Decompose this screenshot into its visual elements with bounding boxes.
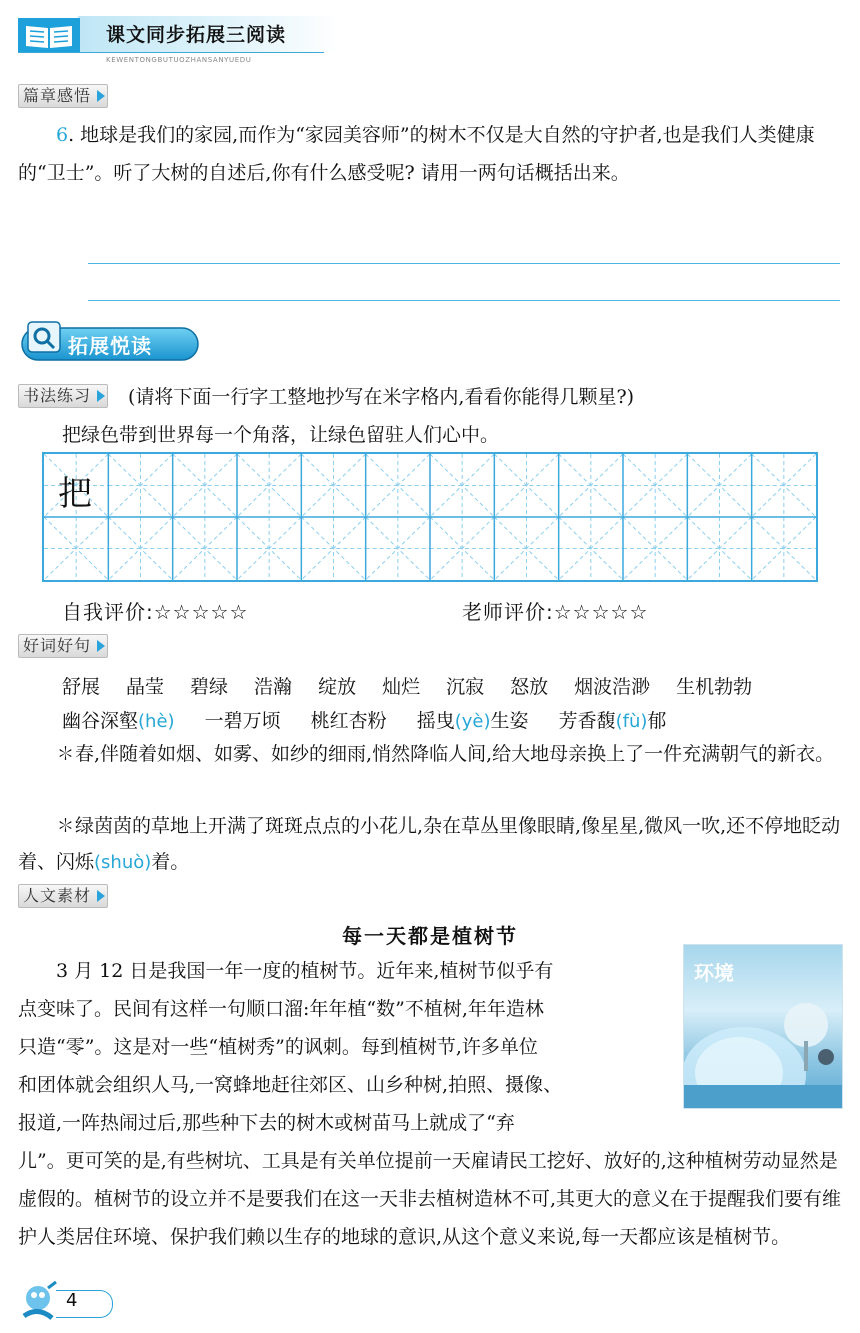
page-header [18,16,324,64]
self-eval-label: 自我评价: [62,600,154,624]
question-6 [18,116,842,192]
pinyin: (yè) [454,711,491,732]
teacher-eval-stars[interactable]: ☆☆☆☆☆ [553,600,649,624]
grid-first-char: 把 [58,474,92,514]
sentence-2-text: ✽绿茵茵的草地上开满了斑斑点点的小花儿,杂在草丛里像眼睛,像星星,微风一吹,还不停地眨动着、闪烁 [18,815,841,873]
article-title: 每一天都是植树节 [342,924,518,948]
word-tail: 郁 [647,710,667,732]
open-book-icon [18,18,80,52]
word: 沉寂 [446,676,485,698]
good-words-row-2 [62,706,666,733]
word: 摇曳 [416,710,455,732]
pinyin: (hè) [138,711,175,732]
teacher-evaluation [462,596,648,625]
word: 生机勃勃 [676,676,753,698]
answer-line-1[interactable] [88,263,840,264]
word: 一碧万顷 [204,710,281,732]
section-tag-calligraphy: 书法练习 [18,384,108,408]
page-number: 4 [66,1290,78,1311]
image-label: 环境 [694,961,734,985]
article-line: 点变味了。民间有这样一句顺口溜:年年植“数”不植树,年年造林 [18,998,544,1020]
header-subtitle: KEWENTONGBUTUOZHANSANYUEDU [106,56,252,64]
banner-title: 拓展悦读 [68,334,152,358]
word: 怒放 [510,676,549,698]
header-title: 课文同步拓展三阅读 [106,24,287,46]
environment-book-image [683,944,843,1109]
word-tail: 生姿 [490,710,529,732]
sentence-2-end: 着。 [151,851,190,873]
section-tag-good-words: 好词好句 [18,634,108,658]
word: 晶莹 [126,676,165,698]
word: 舒展 [62,676,101,698]
answer-line-2[interactable] [88,300,840,301]
mizige-writing-grid[interactable] [42,452,818,582]
teacher-eval-label: 老师评价: [462,600,554,624]
grid-lines [44,454,816,580]
good-words-row-1 [62,672,752,699]
question-number: 6 [56,124,69,146]
good-sentence-1: ✽春,伴随着如烟、如雾、如纱的细雨,悄然降临人间,给大地母亲换上了一件充满朝气的新衣。 [56,743,835,765]
article-line: 报道,一阵热闹过后,那些种下去的树木或树苗马上就成了“弃 [18,1112,515,1134]
word: 绽放 [318,676,357,698]
extended-reading-banner [18,318,202,364]
self-evaluation [62,596,248,625]
section-tag-chapter-insight: 篇章感悟 [18,84,108,108]
calligraphy-sentence: 把绿色带到世界每一个角落，让绿色留驻人们心中。 [62,424,500,446]
word: 碧绿 [190,676,229,698]
word: 烟波浩渺 [574,676,651,698]
article-body-wrapped [18,952,678,1142]
word: 灿烂 [382,676,421,698]
question-text: . 地球是我们的家园,而作为“家园美容师”的树木不仅是大自然的守护者,也是我们人类健康的“卫士”。听了大树的自述后,你有什么感受呢? 请用一两句话概括出来。 [18,124,815,184]
word: 浩瀚 [254,676,293,698]
calligraphy-instruction: (请将下面一行字工整地抄写在米字格内,看看你能得几颗星?) [128,386,635,408]
page-footer [18,1280,98,1324]
article-line: 3 月 12 日是我国一年一度的植树节。近年来,植树节似乎有 [56,960,554,982]
article-body-rest: 儿”。更可笑的是,有些树坑、工具是有关单位提前一天雇请民工挖好、放好的,这种植树劳动显然是虚假的。植树节的设立并不是要我们在这一天非去植树造林不可,其更大的意义在于提醒我们要有维护人类居住环境、保护我们赖以生存的地球的意识,从这个意义来说,每一天都应该是植树节。 [18,1150,842,1248]
word: 桃红杏粉 [310,710,387,732]
word: 芳香馥 [558,710,616,732]
self-eval-stars[interactable]: ☆☆☆☆☆ [153,600,249,624]
mascot-icon [18,1280,60,1324]
section-tag-humanities: 人文素材 [18,884,108,908]
good-sentence-2 [18,808,842,881]
article-line: 和团体就会组织人马,一窝蜂地赶往郊区、山乡种树,拍照、摄像、 [18,1074,563,1096]
article-line: 只造“零”。这是对一些“植树秀”的讽刺。每到植树节,许多单位 [18,1036,538,1058]
pinyin: (fù) [615,711,648,732]
pinyin: (shuò) [94,852,152,873]
word: 幽谷深壑 [62,710,139,732]
